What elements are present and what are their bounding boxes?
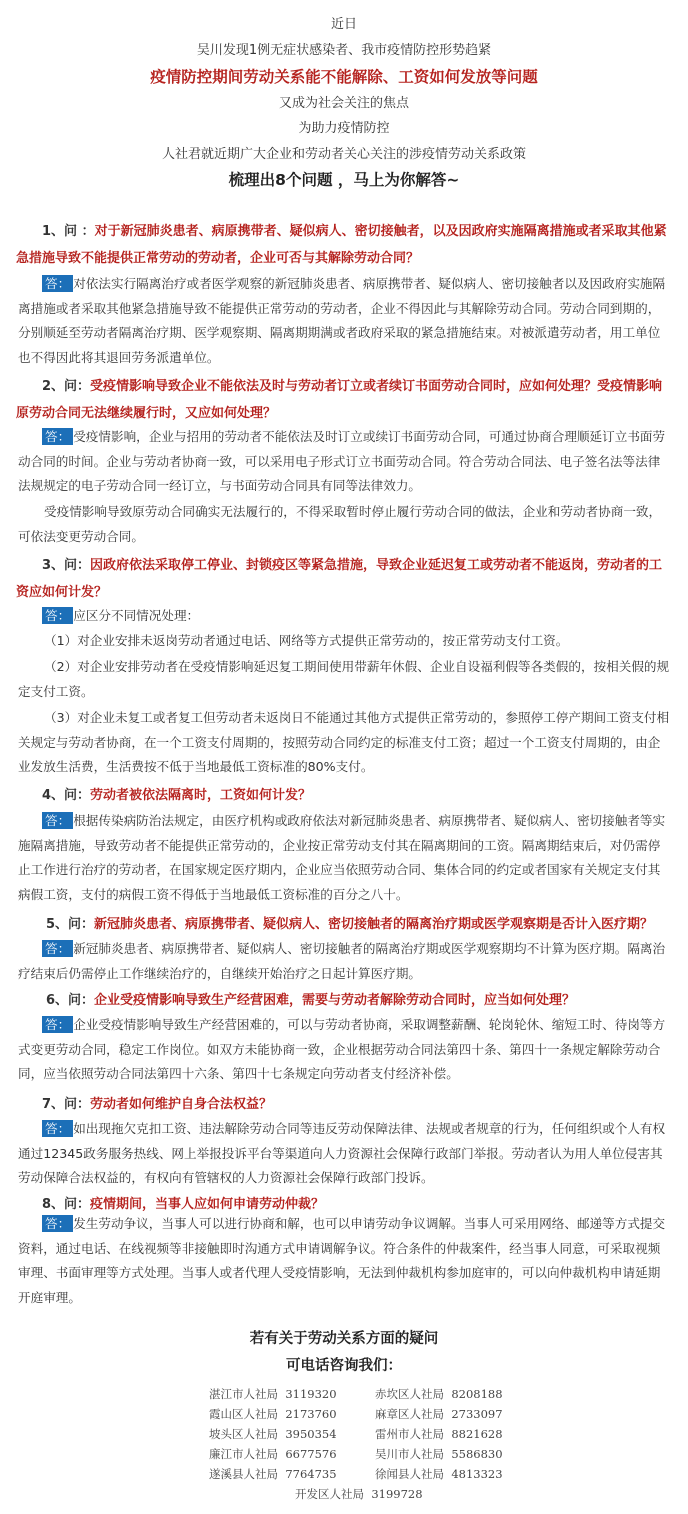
contact-phone[interactable]: 2733097 [451, 1407, 503, 1421]
answer-3-item-2: （2）对企业安排劳动者在受疫情影响延迟复工期间使用带薪年休假、企业自设福利假等各类假的，按相关假的规定支付工资。 [18, 659, 670, 699]
contact-row [0, 1486, 688, 1506]
contact-name: 开发区人社局 [295, 1487, 364, 1501]
answer-5-text: 新冠肺炎患者、病原携带者、疑似病人、密切接触者的隔离治疗期或医学观察期均不计算为医疗期。隔离治疗结束后仍需停止工作继续治疗的，自继续开始治疗之日起计算医疗期。 [18, 941, 666, 981]
answer-tag: 答： [42, 1016, 73, 1033]
answer-3-item-1: （1）对企业安排未返岗劳动者通过电话、网络等方式提供正常劳动的，按正常劳动支付工资。 [44, 633, 569, 648]
answer-tag: 答： [42, 812, 73, 829]
contact-name: 赤坎区人社局 [375, 1387, 444, 1401]
contact-name: 麻章区人社局 [375, 1407, 444, 1421]
question-6-num: 6、问： [46, 993, 95, 1008]
footer-subtitle: 可电话咨询我们： [286, 1358, 402, 1374]
answer-4 [18, 809, 672, 907]
contact-phone[interactable]: 3950354 [285, 1427, 337, 1441]
contact-name: 霞山区人社局 [209, 1407, 278, 1421]
headline: 疫情防控期间劳动关系能不能解除、工资如何发放等问题 [150, 68, 538, 86]
question-7-text: 劳动者如何维护自身合法权益？ [90, 1097, 273, 1112]
answer-tag: 答： [42, 1215, 73, 1232]
intro-line-6: 人社君就近期广大企业和劳动者关心关注的涉疫情劳动关系政策 [161, 147, 526, 162]
answer-8 [18, 1212, 672, 1310]
contact-phone[interactable]: 8208188 [451, 1387, 503, 1401]
question-3-num: 3、问： [42, 558, 91, 573]
contact-phone[interactable]: 3199728 [371, 1487, 423, 1501]
question-2 [16, 373, 672, 427]
answer-1 [18, 272, 672, 370]
question-1-text: 对于新冠肺炎患者、病原携带者、疑似病人、密切接触者，以及因政府实施隔离措施或者采取其他紧急措施导致不能提供正常劳动的劳动者，企业可否与其解除劳动合同？ [16, 224, 667, 266]
question-4 [16, 782, 672, 809]
question-8-text: 疫情期间，当事人应如何申请劳动仲裁？ [90, 1197, 325, 1212]
intro-line-5: 为助力疫情防控 [298, 121, 390, 136]
question-2-text: 受疫情影响导致企业不能依法及时与劳动者订立或者续订书面劳动合同时，应如何处理？受疫情影响原劳动合同无法继续履行时，又应如何处理？ [16, 379, 663, 421]
contact-name: 遂溪县人社局 [209, 1467, 278, 1481]
contact-phone[interactable]: 2173760 [285, 1407, 337, 1421]
contact-phone[interactable]: 8821628 [451, 1427, 503, 1441]
contact-phone[interactable]: 7764735 [285, 1467, 337, 1481]
answer-2-extra: 受疫情影响导致原劳动合同确实无法履行的，不得采取暂时停止履行劳动合同的做法，企业和劳动者协商一致，可依法变更劳动合同。 [18, 504, 662, 544]
question-7-num: 7、问： [42, 1097, 91, 1112]
subheadline: 梳理出8个问题 ，马上为你解答~ [228, 171, 460, 189]
footer-title: 若有关于劳动关系方面的疑问 [249, 1331, 439, 1347]
answer-4-text: 根据传染病防治法规定，由医疗机构或政府依法对新冠肺炎患者、病原携带者、疑似病人、密切接触者等实施隔离措施，导致劳动者不能提供正常劳动的，企业按正常劳动支付其在隔离期间的工资。隔离期结束后，对仍需停止工作进行治疗的劳动者，在国家规定医疗期内，企业应当依照劳动合同、集体合同的约定或者国家有关规定支付其病假工资，支付的病假工资不得低于当地最低工资标准的百分之八十。 [18, 813, 666, 902]
question-8-num: 8、问： [42, 1197, 91, 1212]
contact-row [0, 1426, 688, 1446]
question-1-num: 1、问 ： [42, 224, 95, 239]
contact-row [0, 1386, 688, 1406]
answer-tag: 答： [42, 275, 73, 292]
answer-tag: 答： [42, 428, 73, 445]
answer-tag: 答： [42, 607, 73, 624]
contact-phone[interactable]: 4813323 [451, 1467, 503, 1481]
question-5 [16, 911, 672, 938]
answer-7 [18, 1117, 672, 1191]
answer-3 [18, 604, 672, 629]
answer-6 [18, 1013, 672, 1087]
contact-name: 廉江市人社局 [209, 1447, 278, 1461]
contact-phone[interactable]: 5586830 [451, 1447, 503, 1461]
answer-tag: 答： [42, 1120, 73, 1137]
question-5-text: 新冠肺炎患者、病原携带者、疑似病人、密切接触者的隔离治疗期或医学观察期是否计入医疗期？ [94, 917, 654, 932]
contact-phone[interactable]: 6677576 [285, 1447, 337, 1461]
contact-name: 坡头区人社局 [209, 1427, 278, 1441]
intro-line-4: 又成为社会关注的焦点 [278, 96, 409, 111]
answer-7-text: 如出现拖欠克扣工资、违法解除劳动合同等违反劳动保障法律、法规或者规章的行为，任何组织或个人有权通过12345政务服务热线、网上举报投诉平台等渠道向人力资源社会保障行政部门举报。劳动者认为用人单位侵害其劳动保障合法权益的，有权向有管辖权的人力资源社会保障行政部门投诉。 [18, 1121, 666, 1186]
contact-name: 湛江市人社局 [209, 1387, 278, 1401]
question-3 [16, 552, 672, 606]
question-7 [16, 1091, 672, 1118]
answer-tag: 答： [42, 940, 73, 957]
contact-row [0, 1406, 688, 1426]
contact-row [0, 1446, 688, 1466]
question-4-num: 4、问： [42, 788, 91, 803]
contact-name: 徐闻县人社局 [375, 1467, 444, 1481]
contact-name: 吴川市人社局 [375, 1447, 444, 1461]
answer-3-item-3: （3）对企业未复工或者复工但劳动者未返岗日不能通过其他方式提供正常劳动的，参照停工停产期间工资支付相关规定与劳动者协商，在一个工资支付周期的，按照劳动合同约定的标准支付工资；超过一个工资支付周期的，由企业发放生活费，生活费按不低于当地最低工资标准的80%支付。 [18, 710, 670, 775]
question-5-num: 5、问： [46, 917, 95, 932]
contact-phone[interactable]: 3119320 [285, 1387, 337, 1401]
answer-3-text: 应区分不同情况处理： [73, 608, 200, 623]
answer-8-text: 发生劳动争议，当事人可以进行协商和解，也可以申请劳动争议调解。当事人可采用网络、邮递等方式提交资料，通过电话、在线视频等非接触即时沟通方式申请调解争议。符合条件的仲裁案件，经当事人同意，可采取视频审理、书面审理等方式处理。当事人或者代理人受疫情影响，无法到仲裁机构参加庭审的，可以向仲裁机构申请延期开庭审理。 [18, 1216, 666, 1305]
question-1 [16, 218, 672, 272]
answer-2 [18, 425, 672, 499]
intro-line-2: 吴川发现1例无症状感染者、我市疫情防控形势趋紧 [196, 43, 492, 58]
answer-5 [18, 937, 672, 986]
intro-line-1: 近日 [330, 17, 357, 32]
answer-2-text: 受疫情影响，企业与招用的劳动者不能依法及时订立或续订书面劳动合同，可通过协商合理顺延订立书面劳动合同的时间。企业与劳动者协商一致，可以采用电子形式订立书面劳动合同。符合劳动合同法、电子签名法等法律法规规定的电子劳动合同一经订立，与书面劳动合同具有同等法律效力。 [18, 429, 666, 494]
question-2-num: 2、问： [42, 379, 91, 394]
question-3-text: 因政府依法采取停工停业、封锁疫区等紧急措施，导致企业延迟复工或劳动者不能返岗，劳动者的工资应如何计发？ [16, 558, 663, 600]
answer-6-text: 企业受疫情影响导致生产经营困难的，可以与劳动者协商，采取调整薪酬、轮岗轮休、缩短工时、待岗等方式变更劳动合同，稳定工作岗位。如双方未能协商一致，企业根据劳动合同法第四十条、第四十一条规定解除劳动合同，应当依照劳动合同法第四十六条、第四十七条规定向劳动者支付经济补偿。 [18, 1017, 666, 1082]
contact-name: 雷州市人社局 [375, 1427, 444, 1441]
contact-row [0, 1466, 688, 1486]
answer-1-text: 对依法实行隔离治疗或者医学观察的新冠肺炎患者、病原携带者、疑似病人、密切接触者以及因政府实施隔离措施或者采取其他紧急措施导致不能提供正常劳动的劳动者，企业不得因此与其解除劳动合同。劳动合同到期的，分别顺延至劳动者隔离治疗期、医学观察期、隔离期期满或者政府采取的紧急措施结束。对被派遣劳动者，用工单位也不得因此将其退回劳务派遣单位。 [18, 276, 666, 365]
question-6 [16, 987, 672, 1014]
question-6-text: 企业受疫情影响导致生产经营困难，需要与劳动者解除劳动合同时，应当如何处理？ [94, 993, 576, 1008]
question-4-text: 劳动者被依法隔离时，工资如何计发？ [90, 788, 312, 803]
